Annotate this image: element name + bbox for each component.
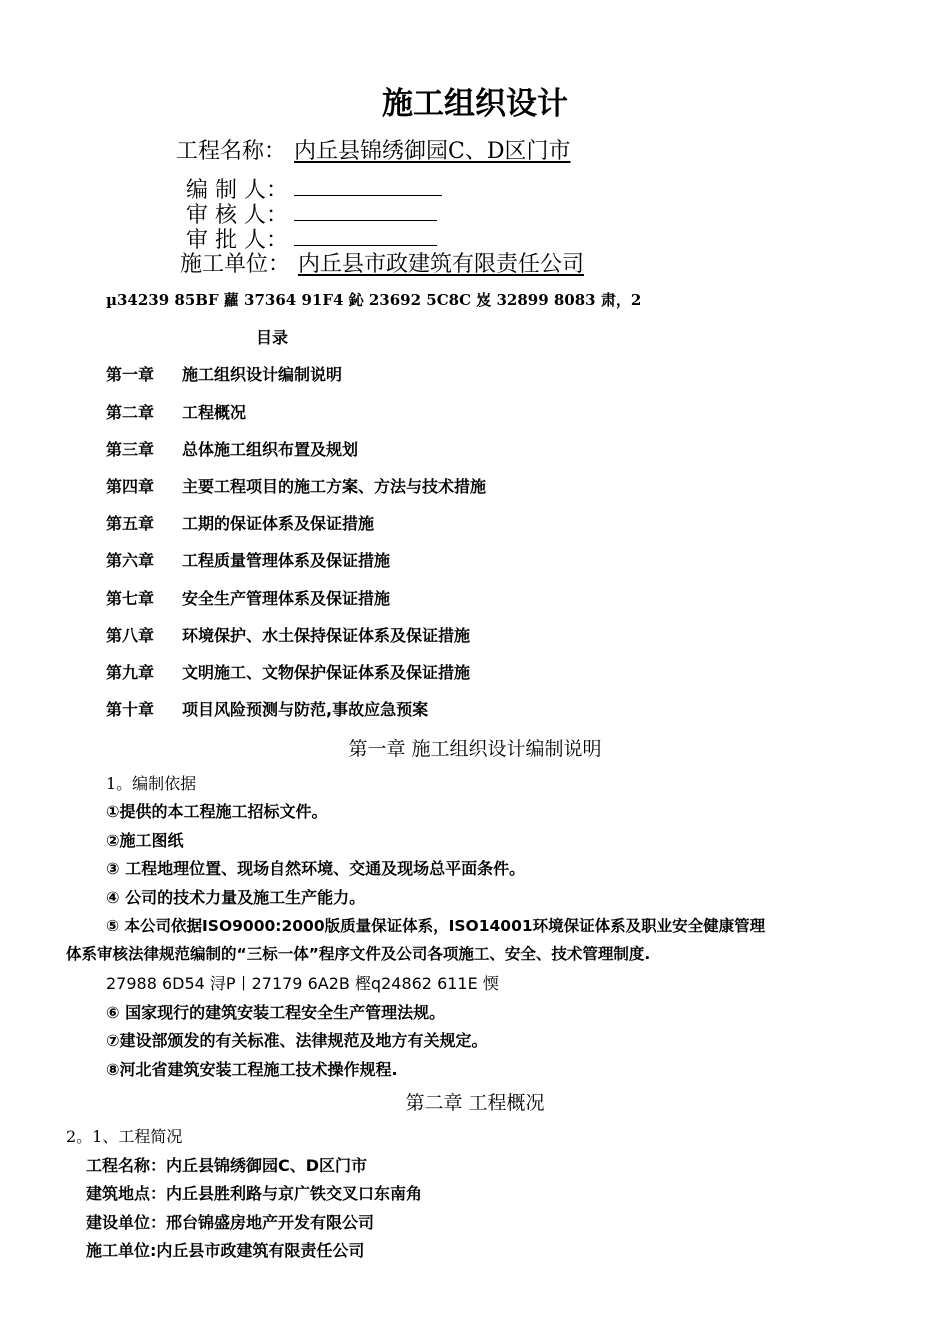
chapter-2-heading: 第二章 工程概况	[405, 1092, 545, 1114]
overview-item: 建设单位：邢台锦盛房地产开发有限公司	[86, 1213, 375, 1232]
garbled-code-line: 27988 6D54 浔P丨27179 6A2B 樫q24862 611E 愞	[106, 974, 499, 993]
basis-item: ⑤ 本公司依据ISO9000:2000版质量保证体系，ISO14001环境保证体系及职业安全健康管理	[106, 917, 766, 935]
chapter-1-heading: 第一章 施工组织设计编制说明	[348, 738, 602, 760]
basis-item: ④ 公司的技术力量及施工生产能力。	[106, 888, 366, 907]
compiler-blank	[294, 177, 442, 201]
approver-label: 审 批 人：	[186, 228, 288, 253]
unit-value: 内丘县市政建筑有限责任公司	[298, 252, 585, 277]
document-title: 施工组织设计	[382, 86, 568, 122]
overview-item: 施工单位:内丘县市政建筑有限责任公司	[86, 1241, 365, 1260]
reviewer-label: 审 核 人：	[186, 203, 288, 228]
section-2-1-heading: 2。1、工程简况	[66, 1127, 183, 1146]
basis-item: ⑥ 国家现行的建筑安装工程安全生产管理法规。	[106, 1003, 446, 1022]
overview-item: 工程名称：内丘县锦绣御园C、D区门市	[86, 1156, 368, 1175]
section-1-heading: 1。编制依据	[106, 774, 197, 793]
toc-item[interactable]: 第五章 工期的保证体系及保证措施	[106, 514, 375, 533]
garbled-code-line: µ34239 85BF 蘿 37364 91F4 鈊 23692 5C8C 岌 32899 8083 肃，2	[106, 291, 642, 309]
toc-heading: 目录	[256, 328, 289, 347]
project-name-value: 内丘县锦绣御园C、D区门市	[294, 139, 571, 164]
basis-item: ⑧河北省建筑安装工程施工技术操作规程.	[106, 1060, 398, 1079]
basis-item: ③ 工程地理位置、现场自然环境、交通及现场总平面条件。	[106, 859, 526, 878]
toc-item[interactable]: 第六章 工程质量管理体系及保证措施	[106, 551, 391, 570]
basis-item: ①提供的本工程施工招标文件。	[106, 802, 328, 821]
project-name-label: 工程名称：	[176, 139, 287, 164]
toc-item[interactable]: 第一章 施工组织设计编制说明	[106, 365, 343, 384]
toc-item[interactable]: 第九章 文明施工、文物保护保证体系及保证措施	[106, 663, 471, 682]
basis-item: ⑦建设部颁发的有关标准、法律规范及地方有关规定。	[106, 1031, 488, 1050]
toc-item[interactable]: 第四章 主要工程项目的施工方案、方法与技术措施	[106, 477, 487, 496]
toc-item[interactable]: 第七章 安全生产管理体系及保证措施	[106, 589, 391, 608]
reviewer-blank	[294, 202, 437, 226]
unit-label: 施工单位：	[180, 252, 291, 277]
toc-item[interactable]: 第八章 环境保护、水土保持保证体系及保证措施	[106, 626, 471, 645]
toc-item[interactable]: 第二章 工程概况	[106, 403, 247, 422]
toc-item[interactable]: 第十章 项目风险预测与防范,事故应急预案	[106, 700, 429, 719]
toc-item[interactable]: 第三章 总体施工组织布置及规划	[106, 440, 359, 459]
compiler-label: 编 制 人：	[186, 178, 288, 203]
overview-item: 建筑地点：内丘县胜利路与京广铁交叉口东南角	[86, 1184, 423, 1203]
basis-item-continued: 体系审核法律规范编制的“三标一体”程序文件及公司各项施工、安全、技术管理制度.	[66, 945, 651, 963]
basis-item: ②施工图纸	[106, 831, 184, 850]
